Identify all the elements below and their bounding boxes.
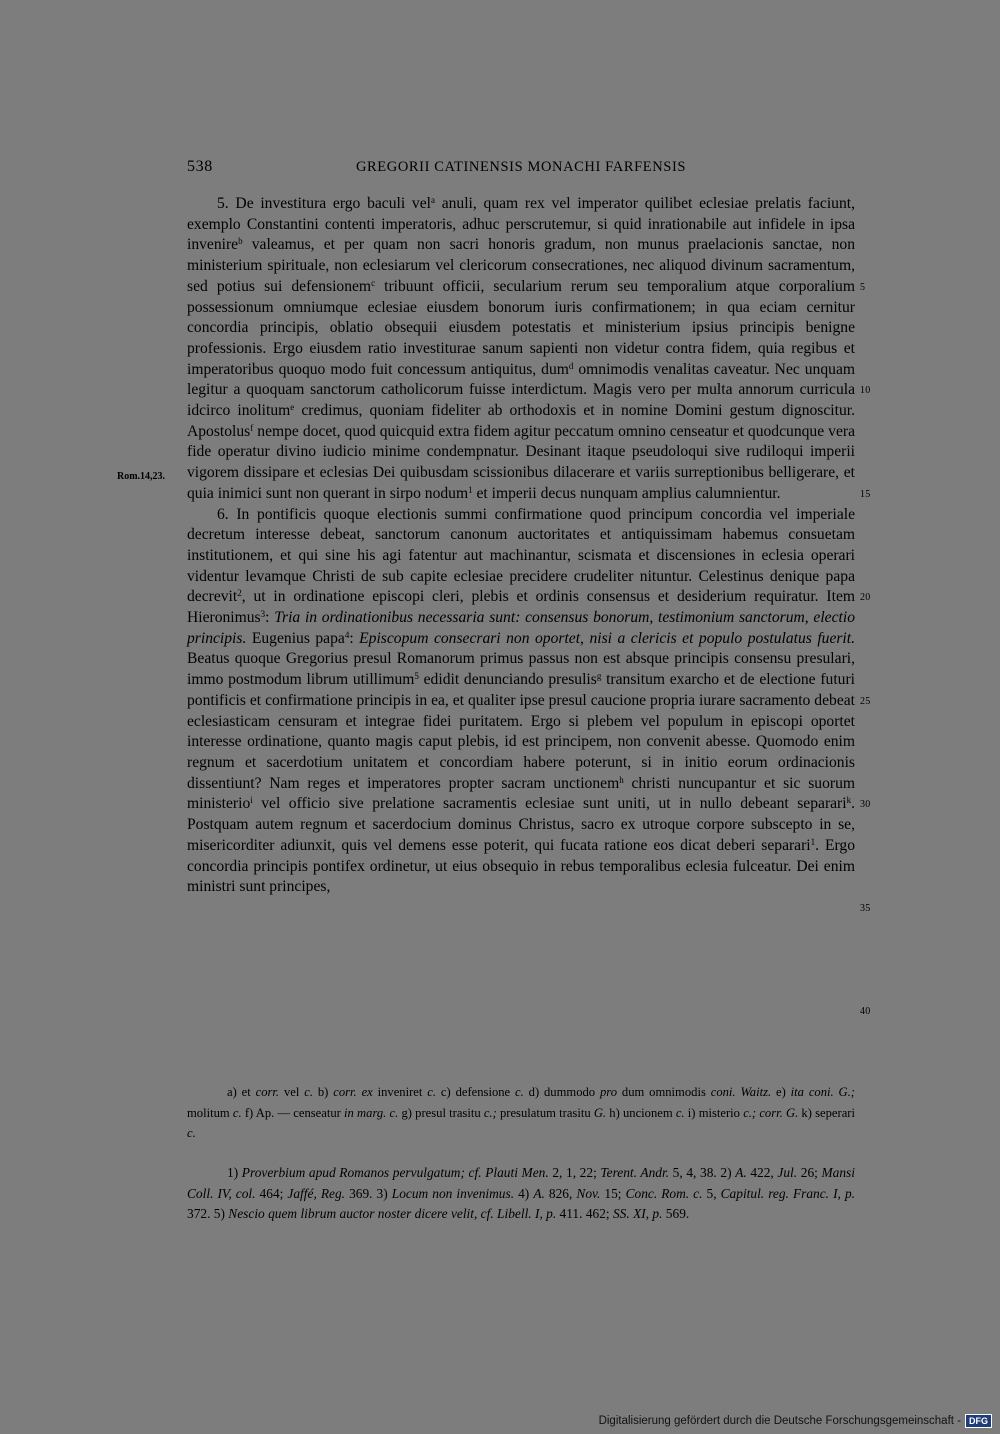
- running-title: GREGORII CATINENSIS MONACHI FARFENSIS: [355, 159, 687, 175]
- italic-text: Jaffé, Reg.: [287, 1185, 346, 1201]
- note-marker: 3: [260, 609, 266, 620]
- italic-text: c.; corr. G.: [743, 1105, 799, 1120]
- italic-text: A.: [533, 1185, 545, 1201]
- page-header: [187, 158, 855, 182]
- italic-text: Episcopum consecrari non oportet, nisi a clericis et populo postulatus fuerit.: [359, 629, 855, 647]
- paragraph-5: 5. De investitura ergo baculi vel$^a$ anuli, quam rex vel imperator quilibet eclesiae prelatis faciunt, exemplo Constantini contenti imperatoris, adhuc perscrutemur, si quid inrationabile aut infidele in ipsa invenire$^b$ valeamus, et per quam non sacri honoris gradum, non munus praelacionis sanctae, non ministerium spirituale, non eclesiarum vel clericorum consecrationes, nec aliquod divinum sacramentum, sed potius sui defensionem$^c$ tribuunt officii, secularium rerum seu temporalium atque corporalium possessionum omniumque eclesiae eiusdem bonorum iuris confirmationem; in qua eciam cernitur concordia principis, oblatio obsequii eiusdem potestatis et ministerium ipsius principis benigne professionis. Ergo eiusdem ratio investiturae sanum sapienti non videtur contra fidem, quia regibus et imperatoribus quoquo modo fuit concessum antiquitus, dum$^d$ omnimodis venalitas caveatur. Nec unquam legitur a quoquam sanctorum catholicorum fuisse interdictum. Magis vero per multa annorum curricula idcirco inolitum$^e$ credimus, quoniam fideliter ab orthodoxis et in nomine Domini gestum dignoscitur. Apostolus$^f$ nempe docet, quod quicquid extra fidem agitur peccatum omnino censeatur et quodcunque vera fide operatur divino iudicio minime condempnatur. Desinant itaque pseudoloqui sive rudiloqui imperii vigorem dissipare et eclesias Dei quibusdam scissionibus dilacerare et variis surreptionibus belligerare, et quia inimici sunt non querant in sirpo nodum$^1$ et imperii decus nunquam amplius calumnientur.: [187, 195, 855, 502]
- italic-text: Capitul. reg. Franc. I, p.: [720, 1185, 855, 1201]
- note-marker: a: [430, 195, 435, 205]
- note-marker: b: [238, 236, 243, 247]
- note-marker: h: [619, 774, 624, 785]
- line-number: 25: [860, 695, 871, 707]
- line-number: 5: [860, 281, 866, 293]
- textual-apparatus: a) et corr. vel c. b) corr. ex inveniret c. c) defensione c. d) dummodo pro dum omnimodis coni. Waitz. e) ita coni. G.; molitum c. f) Ap. — censeatur in marg. c. g) presul trasitu c.; presulatum trasitu G. h) uncionem c. i) misterio c.; corr. G. k) seperari c.: [187, 1085, 855, 1140]
- italic-text: Mansi Coll. IV, col.: [187, 1165, 855, 1201]
- note-marker: 5: [414, 671, 419, 682]
- note-marker: e: [290, 402, 295, 413]
- marginal-reference: Rom.14,23.: [117, 471, 166, 482]
- line-number: 15: [860, 488, 871, 500]
- note-marker: c: [371, 277, 376, 288]
- line-number: 10: [860, 385, 871, 397]
- italic-text: c.: [187, 1126, 196, 1140]
- line-number: 35: [860, 902, 871, 914]
- note-marker: 1: [810, 836, 816, 847]
- italic-text: c.: [427, 1085, 437, 1099]
- italic-text: corr. ex: [333, 1085, 373, 1099]
- note-marker: 4: [344, 629, 350, 640]
- line-number: 30: [860, 799, 871, 811]
- note-marker: f: [250, 422, 254, 433]
- note-marker: g: [596, 671, 602, 682]
- line-number: 40: [860, 1006, 871, 1018]
- italic-text: c.: [304, 1085, 313, 1099]
- note-marker: 2: [237, 588, 242, 599]
- italic-text: ita coni. G.;: [790, 1085, 855, 1099]
- italic-text: Nescio quem librum auctor noster dicere velit, cf. Libell. I, p.: [228, 1206, 557, 1221]
- source-notes: 1) Proverbium apud Romanos pervulgatum; cf. Plauti Men. 2, 1, 22; Terent. Andr. 5, 4, 38. 2) A. 422, Jul. 26; Mansi Coll. IV, col. 464; Jaffé, Reg. 369. 3) Locum non invenimus. 4) A. 826, Nov. 15; Conc. Rom. c. 5, Capitul. reg. Franc. I, p. 372. 5) Nescio quem librum auctor noster dicere velit, cf. Libell. I, p. 411. 462; SS. XI, p. 569.: [187, 1165, 855, 1221]
- page-number: 538: [187, 158, 213, 175]
- italic-text: c.: [232, 1105, 242, 1120]
- italic-text: A.: [735, 1165, 747, 1180]
- italic-text: c.: [675, 1105, 685, 1120]
- italic-text: c.: [515, 1085, 524, 1099]
- line-number: 20: [860, 592, 871, 604]
- main-text: [187, 194, 855, 898]
- italic-text: corr.: [255, 1085, 280, 1099]
- note-marker: k: [846, 795, 852, 806]
- italic-text: Jul.: [777, 1165, 798, 1180]
- italic-text: c.;: [483, 1105, 497, 1120]
- note-marker: i: [250, 795, 253, 806]
- footer-text: Digitalisierung gefördert durch die Deutsche Forschungsgemeinschaft -: [598, 1415, 961, 1427]
- italic-text: SS. XI, p.: [612, 1206, 663, 1221]
- italic-text: pro: [599, 1085, 618, 1099]
- paragraph-6: 6. In pontificis quoque electionis summi confirmatione quod principum concordia vel imperiale decretum interesse debeat, sanctorum canonum auctoritates et antiquissimam habemus consuetam institutionem, et qui sine his agi fatentur aut machinantur, scismata et discensiones in eclesia operari videntur levamque Christi de sub capite eclesiae precidere crudeliter nituntur. Celestinus denique papa decrevit$^2$, ut in ordinatione episcopi cleri, plebis et ordinis consensus et desiderium requiratur. Item Hieronimus$^3$: Tria in ordinationibus necessaria sunt: consensus bonorum, testimonium sanctorum, electio principis. Eugenius papa$^4$: Episcopum consecrari non oportet, nisi a clericis et populo postulatus fuerit. Beatus quoque Gregorius presul Romanorum primus passus non est absque principis consensu presulari, immo postmodum librum utillimum$^5$ edidit denunciando presulis$^g$ transitum exarcho et de electione futuri pontificis et confirmatione principis in ea, et qualiter ipse presul caucione propria iurare sacramento debeat eclesiasticam censuram et integrae fidei puritatem. Ergo si plebem vel populum in episcopi oportet interesse ordinatione, quanto magis caput plebis, id est principem, non convenit abesse. Quomodo enim regnum et sacerdotium unitatem et concordiam habere poterunt, si in initio eorum ordinacionis dissentiunt? Nam reges et imperatores propter sacram unctionem$^h$ christi nuncupantur et sic suorum ministerio$^i$ vel officio sive prelatione sacramentis eclesiae sunt uniti, ut in nullo debeant separari$^k$. Postquam autem regnum et sacerdocium dominus Christus, sacro ex utroque corpore subscepto in se, misericorditer adiunxit, quis vel demens esse poterit, qui fucata ratione eos dicat deberi separari$^1$. Ergo concordia principis pontifex ordinetur, ut eius obsequio in rebus temporalibus eclesia fulceatur. Dei enim ministri sunt principes,: [187, 505, 855, 896]
- italic-text: Proverbium apud Romanos pervulgatum; cf. Plauti Men.: [241, 1165, 549, 1180]
- italic-text: Locum non invenimus.: [391, 1185, 515, 1201]
- italic-text: Terent. Andr.: [600, 1165, 670, 1180]
- digitization-footer: [599, 1414, 992, 1428]
- italic-text: G.: [593, 1105, 607, 1120]
- italic-text: in marg. c.: [344, 1105, 399, 1120]
- note-marker: d: [568, 360, 574, 371]
- italic-text: Conc. Rom. c.: [625, 1185, 703, 1201]
- italic-text: Nov.: [576, 1185, 601, 1201]
- italic-text: Tria in ordinationibus necessaria sunt: consensus bonorum, testimonium sanctorum, electio principis.: [187, 609, 855, 647]
- dfg-logo: DFG: [965, 1414, 992, 1428]
- note-marker: 1: [468, 484, 473, 495]
- italic-text: coni. Waitz.: [710, 1085, 772, 1099]
